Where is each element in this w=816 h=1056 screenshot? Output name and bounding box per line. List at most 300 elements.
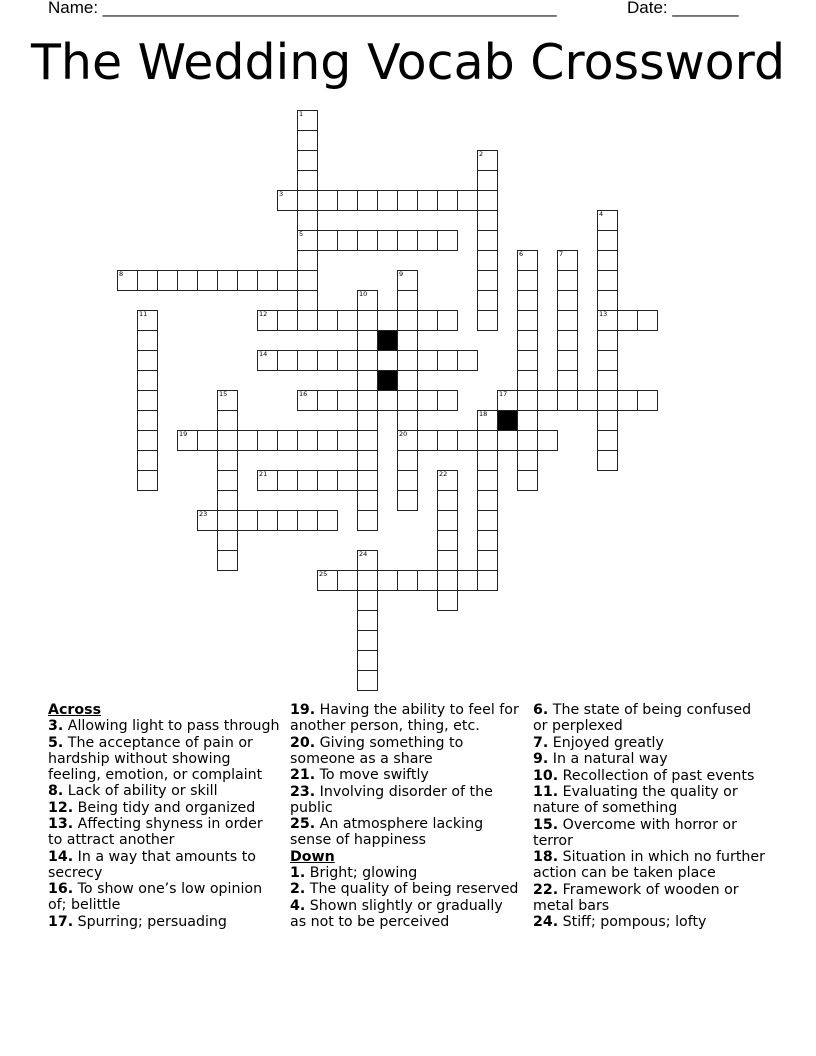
grid-cell[interactable] xyxy=(437,470,458,491)
grid-cell[interactable] xyxy=(357,510,378,531)
grid-cell[interactable] xyxy=(317,350,338,371)
cell-number: 6 xyxy=(519,250,524,258)
clue-text: Enjoyed greatly xyxy=(552,734,664,751)
cell-number: 12 xyxy=(259,310,268,318)
grid-cell[interactable] xyxy=(357,610,378,631)
clue-number: 6. xyxy=(533,702,549,718)
grid-cell[interactable] xyxy=(397,350,418,371)
grid-cell[interactable] xyxy=(137,330,158,351)
grid-cell[interactable] xyxy=(477,150,498,171)
clue-number: 25. xyxy=(290,816,316,832)
grid-cell[interactable] xyxy=(517,430,538,451)
grid-cell[interactable] xyxy=(337,430,358,451)
grid-cell[interactable] xyxy=(337,310,358,331)
clue-number: 21. xyxy=(290,767,316,783)
cell-number: 17 xyxy=(499,390,508,398)
down-clue xyxy=(533,882,765,914)
grid-cell[interactable] xyxy=(217,510,238,531)
clue-number: 3. xyxy=(48,718,64,734)
grid-cell[interactable] xyxy=(597,330,618,351)
grid-cell[interactable] xyxy=(137,310,158,331)
grid-cell[interactable] xyxy=(477,570,498,591)
grid-cell[interactable] xyxy=(397,270,418,291)
grid-cell[interactable] xyxy=(397,390,418,411)
date-field-label: Date: _______ xyxy=(627,0,739,17)
grid-cell[interactable] xyxy=(417,390,438,411)
grid-cell[interactable] xyxy=(437,230,458,251)
grid-cell[interactable] xyxy=(137,390,158,411)
across-clue xyxy=(48,881,280,913)
clue-text: Spurring; persuading xyxy=(77,913,227,930)
cell-number: 25 xyxy=(319,570,328,578)
grid-cell[interactable] xyxy=(297,230,318,251)
grid-cell[interactable] xyxy=(457,570,478,591)
grid-cell[interactable] xyxy=(137,350,158,371)
grid-cell[interactable] xyxy=(257,430,278,451)
clue-text: Framework of wooden or metal bars xyxy=(533,881,739,914)
clue-number: 7. xyxy=(533,734,549,751)
grid-cell[interactable] xyxy=(597,350,618,371)
clue-number: 4. xyxy=(290,897,306,914)
grid-cell[interactable] xyxy=(477,530,498,551)
grid-cell[interactable] xyxy=(297,290,318,311)
grid-cell[interactable] xyxy=(457,190,478,211)
clue-text: Giving something to someone as a share xyxy=(290,734,464,767)
grid-cell[interactable] xyxy=(397,570,418,591)
grid-cell[interactable] xyxy=(297,350,318,371)
grid-cell[interactable] xyxy=(597,290,618,311)
cell-number: 15 xyxy=(219,390,228,398)
grid-cell[interactable] xyxy=(457,350,478,371)
clue-text: Bright; glowing xyxy=(309,864,418,881)
grid-cell[interactable] xyxy=(317,390,338,411)
grid-cell[interactable] xyxy=(117,270,138,291)
grid-cell[interactable] xyxy=(277,310,298,331)
grid-cell[interactable] xyxy=(297,110,318,131)
clue-number: 16. xyxy=(48,881,74,897)
down-clue xyxy=(533,849,765,881)
cell-number: 9 xyxy=(399,270,404,278)
clue-number: 11. xyxy=(533,784,559,800)
grid-cell[interactable] xyxy=(317,470,338,491)
cell-number: 16 xyxy=(299,390,308,398)
grid-cell[interactable] xyxy=(417,310,438,331)
grid-cell[interactable] xyxy=(457,430,478,451)
grid-cell[interactable] xyxy=(137,270,158,291)
clue-number: 17. xyxy=(48,913,74,930)
grid-cell[interactable] xyxy=(157,270,178,291)
cell-number: 3 xyxy=(279,190,284,198)
grid-cell[interactable] xyxy=(477,430,498,451)
grid-cell[interactable] xyxy=(337,470,358,491)
clue-number: 1. xyxy=(290,864,306,881)
cell-number: 14 xyxy=(259,350,268,358)
grid-cell[interactable] xyxy=(257,310,278,331)
down-heading: Down xyxy=(290,848,335,865)
grid-cell[interactable] xyxy=(497,430,518,451)
grid-cell[interactable] xyxy=(357,430,378,451)
grid-cell[interactable] xyxy=(197,270,218,291)
clue-number: 22. xyxy=(533,881,559,898)
grid-cell[interactable] xyxy=(637,390,658,411)
clue-text: Stiff; pompous; lofty xyxy=(562,914,707,930)
across-clue xyxy=(48,849,280,881)
grid-cell[interactable] xyxy=(257,270,278,291)
grid-cell[interactable] xyxy=(297,510,318,531)
grid-cell[interactable] xyxy=(397,190,418,211)
grid-cell[interactable] xyxy=(217,390,238,411)
across-clue xyxy=(290,784,522,816)
grid-cell[interactable] xyxy=(237,430,258,451)
grid-cell[interactable] xyxy=(357,550,378,571)
grid-cell[interactable] xyxy=(397,450,418,471)
grid-cell[interactable] xyxy=(337,190,358,211)
grid-cell[interactable] xyxy=(517,330,538,351)
grid-cell[interactable] xyxy=(277,270,298,291)
clue-text: To move swiftly xyxy=(319,767,429,783)
grid-cell[interactable] xyxy=(437,430,458,451)
grid-cell[interactable] xyxy=(217,550,238,571)
grid-cell[interactable] xyxy=(217,450,238,471)
grid-cell[interactable] xyxy=(137,430,158,451)
down-clue xyxy=(290,865,522,881)
grid-cell[interactable] xyxy=(517,450,538,471)
cell-number: 5 xyxy=(299,230,304,238)
grid-cell[interactable] xyxy=(397,290,418,311)
grid-cell[interactable] xyxy=(637,310,658,331)
grid-cell[interactable] xyxy=(177,430,198,451)
grid-cell[interactable] xyxy=(397,470,418,491)
grid-cell[interactable] xyxy=(397,330,418,351)
grid-cell[interactable] xyxy=(297,470,318,491)
grid-cell[interactable] xyxy=(357,190,378,211)
grid-cell[interactable] xyxy=(357,410,378,431)
grid-cell[interactable] xyxy=(317,570,338,591)
grid-cell[interactable] xyxy=(377,350,398,371)
clue-text: Being tidy and organized xyxy=(77,799,256,816)
clue-number: 9. xyxy=(533,751,549,767)
cell-number: 24 xyxy=(359,550,368,558)
grid-cell[interactable] xyxy=(617,310,638,331)
grid-cell[interactable] xyxy=(597,390,618,411)
grid-cell[interactable] xyxy=(217,490,238,511)
grid-cell[interactable] xyxy=(417,570,438,591)
grid-cell[interactable] xyxy=(477,270,498,291)
clue-number: 12. xyxy=(48,799,74,816)
clue-number: 18. xyxy=(533,849,559,865)
grid-cell[interactable] xyxy=(137,470,158,491)
grid-cell[interactable] xyxy=(397,310,418,331)
grid-cell[interactable] xyxy=(417,430,438,451)
grid-cell[interactable] xyxy=(237,270,258,291)
grid-cell[interactable] xyxy=(437,190,458,211)
grid-cell[interactable] xyxy=(437,550,458,571)
cell-number: 13 xyxy=(599,310,608,318)
grid-cell[interactable] xyxy=(517,350,538,371)
clue-number: 14. xyxy=(48,848,74,865)
grid-cell[interactable] xyxy=(297,430,318,451)
grid-cell[interactable] xyxy=(397,230,418,251)
clue-number: 20. xyxy=(290,734,316,751)
grid-cell[interactable] xyxy=(597,410,618,431)
grid-cell[interactable] xyxy=(377,310,398,331)
clue-text: In a way that amounts to secrecy xyxy=(48,848,256,881)
grid-cell[interactable] xyxy=(297,210,318,231)
clue-text: An atmosphere lacking sense of happiness xyxy=(290,816,484,848)
grid-cell[interactable] xyxy=(297,130,318,151)
grid-cell[interactable] xyxy=(377,190,398,211)
grid-cell[interactable] xyxy=(337,390,358,411)
grid-cell[interactable] xyxy=(477,190,498,211)
grid-cell[interactable] xyxy=(477,230,498,251)
cell-number: 7 xyxy=(559,250,564,258)
grid-cell[interactable] xyxy=(477,310,498,331)
grid-cell[interactable] xyxy=(557,370,578,391)
across-heading: Across xyxy=(48,702,102,718)
grid-cell[interactable] xyxy=(357,570,378,591)
clue-column-2 xyxy=(290,702,522,930)
grid-cell[interactable] xyxy=(417,350,438,371)
down-clue xyxy=(290,881,522,897)
grid-cell[interactable] xyxy=(517,310,538,331)
cell-number: 4 xyxy=(599,210,604,218)
grid-cell[interactable] xyxy=(477,210,498,231)
grid-cell[interactable] xyxy=(357,450,378,471)
across-clue xyxy=(48,735,280,783)
grid-cell[interactable] xyxy=(537,390,558,411)
grid-cell[interactable] xyxy=(377,570,398,591)
grid-cell[interactable] xyxy=(337,230,358,251)
grid-cell[interactable] xyxy=(377,390,398,411)
grid-cell[interactable] xyxy=(277,350,298,371)
grid-cell[interactable] xyxy=(537,430,558,451)
down-clue xyxy=(533,914,765,930)
cell-number: 22 xyxy=(439,470,448,478)
clue-column-3 xyxy=(533,702,765,931)
cell-number: 23 xyxy=(199,510,208,518)
grid-cell[interactable] xyxy=(217,470,238,491)
grid-cell[interactable] xyxy=(517,290,538,311)
grid-cell[interactable] xyxy=(477,410,498,431)
grid-cell[interactable] xyxy=(277,430,298,451)
grid-cell[interactable] xyxy=(137,410,158,431)
grid-cell[interactable] xyxy=(557,390,578,411)
grid-cell[interactable] xyxy=(297,270,318,291)
grid-cell[interactable] xyxy=(437,570,458,591)
clue-text: To show one’s low opinion of; belittle xyxy=(48,881,263,913)
grid-cell[interactable] xyxy=(317,430,338,451)
grid-cell[interactable] xyxy=(597,450,618,471)
grid-cell[interactable] xyxy=(597,270,618,291)
black-square xyxy=(497,410,518,431)
grid-cell[interactable] xyxy=(357,390,378,411)
clue-number: 5. xyxy=(48,734,64,751)
grid-cell[interactable] xyxy=(277,510,298,531)
across-clue xyxy=(48,816,280,848)
grid-cell[interactable] xyxy=(377,230,398,251)
grid-cell[interactable] xyxy=(337,570,358,591)
grid-cell[interactable] xyxy=(357,470,378,491)
grid-cell[interactable] xyxy=(417,190,438,211)
clue-text: Lack of ability or skill xyxy=(67,783,218,799)
grid-cell[interactable] xyxy=(357,370,378,391)
grid-cell[interactable] xyxy=(257,510,278,531)
across-clue xyxy=(48,914,280,930)
grid-cell[interactable] xyxy=(297,390,318,411)
grid-cell[interactable] xyxy=(177,270,198,291)
grid-cell[interactable] xyxy=(577,390,598,411)
clue-number: 15. xyxy=(533,816,559,833)
grid-cell[interactable] xyxy=(477,470,498,491)
grid-cell[interactable] xyxy=(437,530,458,551)
grid-cell[interactable] xyxy=(297,310,318,331)
grid-cell[interactable] xyxy=(517,270,538,291)
grid-cell[interactable] xyxy=(217,270,238,291)
grid-cell[interactable] xyxy=(597,230,618,251)
grid-cell[interactable] xyxy=(517,470,538,491)
grid-cell[interactable] xyxy=(357,490,378,511)
grid-cell[interactable] xyxy=(437,390,458,411)
grid-cell[interactable] xyxy=(557,250,578,271)
down-clue xyxy=(533,702,765,734)
grid-cell[interactable] xyxy=(477,290,498,311)
grid-cell[interactable] xyxy=(217,530,238,551)
grid-cell[interactable] xyxy=(337,350,358,371)
grid-cell[interactable] xyxy=(317,190,338,211)
clue-text: In a natural way xyxy=(552,751,668,767)
across-clue xyxy=(290,702,522,734)
grid-cell[interactable] xyxy=(217,430,238,451)
grid-cell[interactable] xyxy=(557,270,578,291)
clue-number: 24. xyxy=(533,914,559,930)
grid-cell[interactable] xyxy=(137,370,158,391)
grid-cell[interactable] xyxy=(557,290,578,311)
clue-number: 19. xyxy=(290,702,316,718)
across-clue xyxy=(48,800,280,816)
grid-cell[interactable] xyxy=(477,550,498,571)
grid-cell[interactable] xyxy=(237,510,258,531)
clue-number: 2. xyxy=(290,881,306,897)
grid-cell[interactable] xyxy=(517,370,538,391)
grid-cell[interactable] xyxy=(397,410,418,431)
grid-cell[interactable] xyxy=(297,250,318,271)
grid-cell[interactable] xyxy=(357,290,378,311)
across-clue xyxy=(48,718,280,734)
down-clue xyxy=(290,898,522,930)
cell-number: 10 xyxy=(359,290,368,298)
down-clue xyxy=(533,784,765,816)
across-clue xyxy=(48,783,280,799)
down-clue xyxy=(533,735,765,751)
grid-cell[interactable] xyxy=(297,150,318,171)
grid-cell[interactable] xyxy=(357,650,378,671)
clue-text: Shown slightly or gradually as not to be perceived xyxy=(290,897,503,930)
grid-cell[interactable] xyxy=(477,250,498,271)
cell-number: 19 xyxy=(179,430,188,438)
clue-text: Situation in which no further action can be taken place xyxy=(533,849,765,881)
grid-cell[interactable] xyxy=(217,410,238,431)
grid-cell[interactable] xyxy=(317,230,338,251)
name-field-label: Name: ________________________________________________ xyxy=(48,0,557,17)
grid-cell[interactable] xyxy=(597,430,618,451)
grid-cell[interactable] xyxy=(277,470,298,491)
black-square xyxy=(377,370,398,391)
clue-text: The acceptance of pain or hardship without showing feeling, emotion, or complaint xyxy=(48,734,263,783)
clue-text: The quality of being reserved xyxy=(309,881,519,897)
down-clue xyxy=(533,768,765,784)
grid-cell[interactable] xyxy=(317,310,338,331)
clue-number: 8. xyxy=(48,783,64,799)
grid-cell[interactable] xyxy=(417,230,438,251)
black-square xyxy=(377,330,398,351)
grid-cell[interactable] xyxy=(517,390,538,411)
down-clue xyxy=(533,751,765,767)
grid-cell[interactable] xyxy=(277,190,298,211)
grid-cell[interactable] xyxy=(357,670,378,691)
grid-cell[interactable] xyxy=(437,310,458,331)
clue-text: Recollection of past events xyxy=(562,767,755,784)
grid-cell[interactable] xyxy=(137,450,158,471)
grid-cell[interactable] xyxy=(477,510,498,531)
clue-text: Affecting shyness in order to attract another xyxy=(48,816,263,848)
grid-cell[interactable] xyxy=(477,170,498,191)
across-clue xyxy=(290,816,522,848)
grid-cell[interactable] xyxy=(297,190,318,211)
grid-cell[interactable] xyxy=(357,230,378,251)
clue-text: Overcome with horror or terror xyxy=(533,816,737,849)
grid-cell[interactable] xyxy=(437,490,458,511)
grid-cell[interactable] xyxy=(437,350,458,371)
grid-cell[interactable] xyxy=(357,330,378,351)
grid-cell[interactable] xyxy=(477,490,498,511)
grid-cell[interactable] xyxy=(357,310,378,331)
grid-cell[interactable] xyxy=(357,590,378,611)
grid-cell[interactable] xyxy=(477,450,498,471)
grid-cell[interactable] xyxy=(497,390,518,411)
grid-cell[interactable] xyxy=(597,310,618,331)
grid-cell[interactable] xyxy=(397,370,418,391)
grid-cell[interactable] xyxy=(297,170,318,191)
grid-cell[interactable] xyxy=(397,430,418,451)
grid-cell[interactable] xyxy=(557,310,578,331)
grid-cell[interactable] xyxy=(597,370,618,391)
grid-cell[interactable] xyxy=(257,350,278,371)
clue-text: Involving disorder of the public xyxy=(290,783,493,816)
grid-cell[interactable] xyxy=(617,390,638,411)
clue-text: Having the ability to feel for another person, thing, etc. xyxy=(290,702,519,734)
grid-cell[interactable] xyxy=(437,510,458,531)
clue-text: The state of being confused or perplexed xyxy=(533,702,752,734)
grid-cell[interactable] xyxy=(397,490,418,511)
grid-cell[interactable] xyxy=(197,430,218,451)
grid-cell[interactable] xyxy=(517,410,538,431)
clue-text: Evaluating the quality or nature of something xyxy=(533,784,738,816)
grid-cell[interactable] xyxy=(197,510,218,531)
grid-cell[interactable] xyxy=(597,210,618,231)
cell-number: 1 xyxy=(299,110,304,118)
grid-cell[interactable] xyxy=(557,350,578,371)
grid-cell[interactable] xyxy=(317,510,338,531)
grid-cell[interactable] xyxy=(257,470,278,491)
clue-column-1 xyxy=(48,702,280,930)
grid-cell[interactable] xyxy=(517,250,538,271)
cell-number: 8 xyxy=(119,270,124,278)
grid-cell[interactable] xyxy=(597,250,618,271)
grid-cell[interactable] xyxy=(357,350,378,371)
grid-cell[interactable] xyxy=(357,630,378,651)
grid-cell[interactable] xyxy=(437,590,458,611)
grid-cell[interactable] xyxy=(557,330,578,351)
